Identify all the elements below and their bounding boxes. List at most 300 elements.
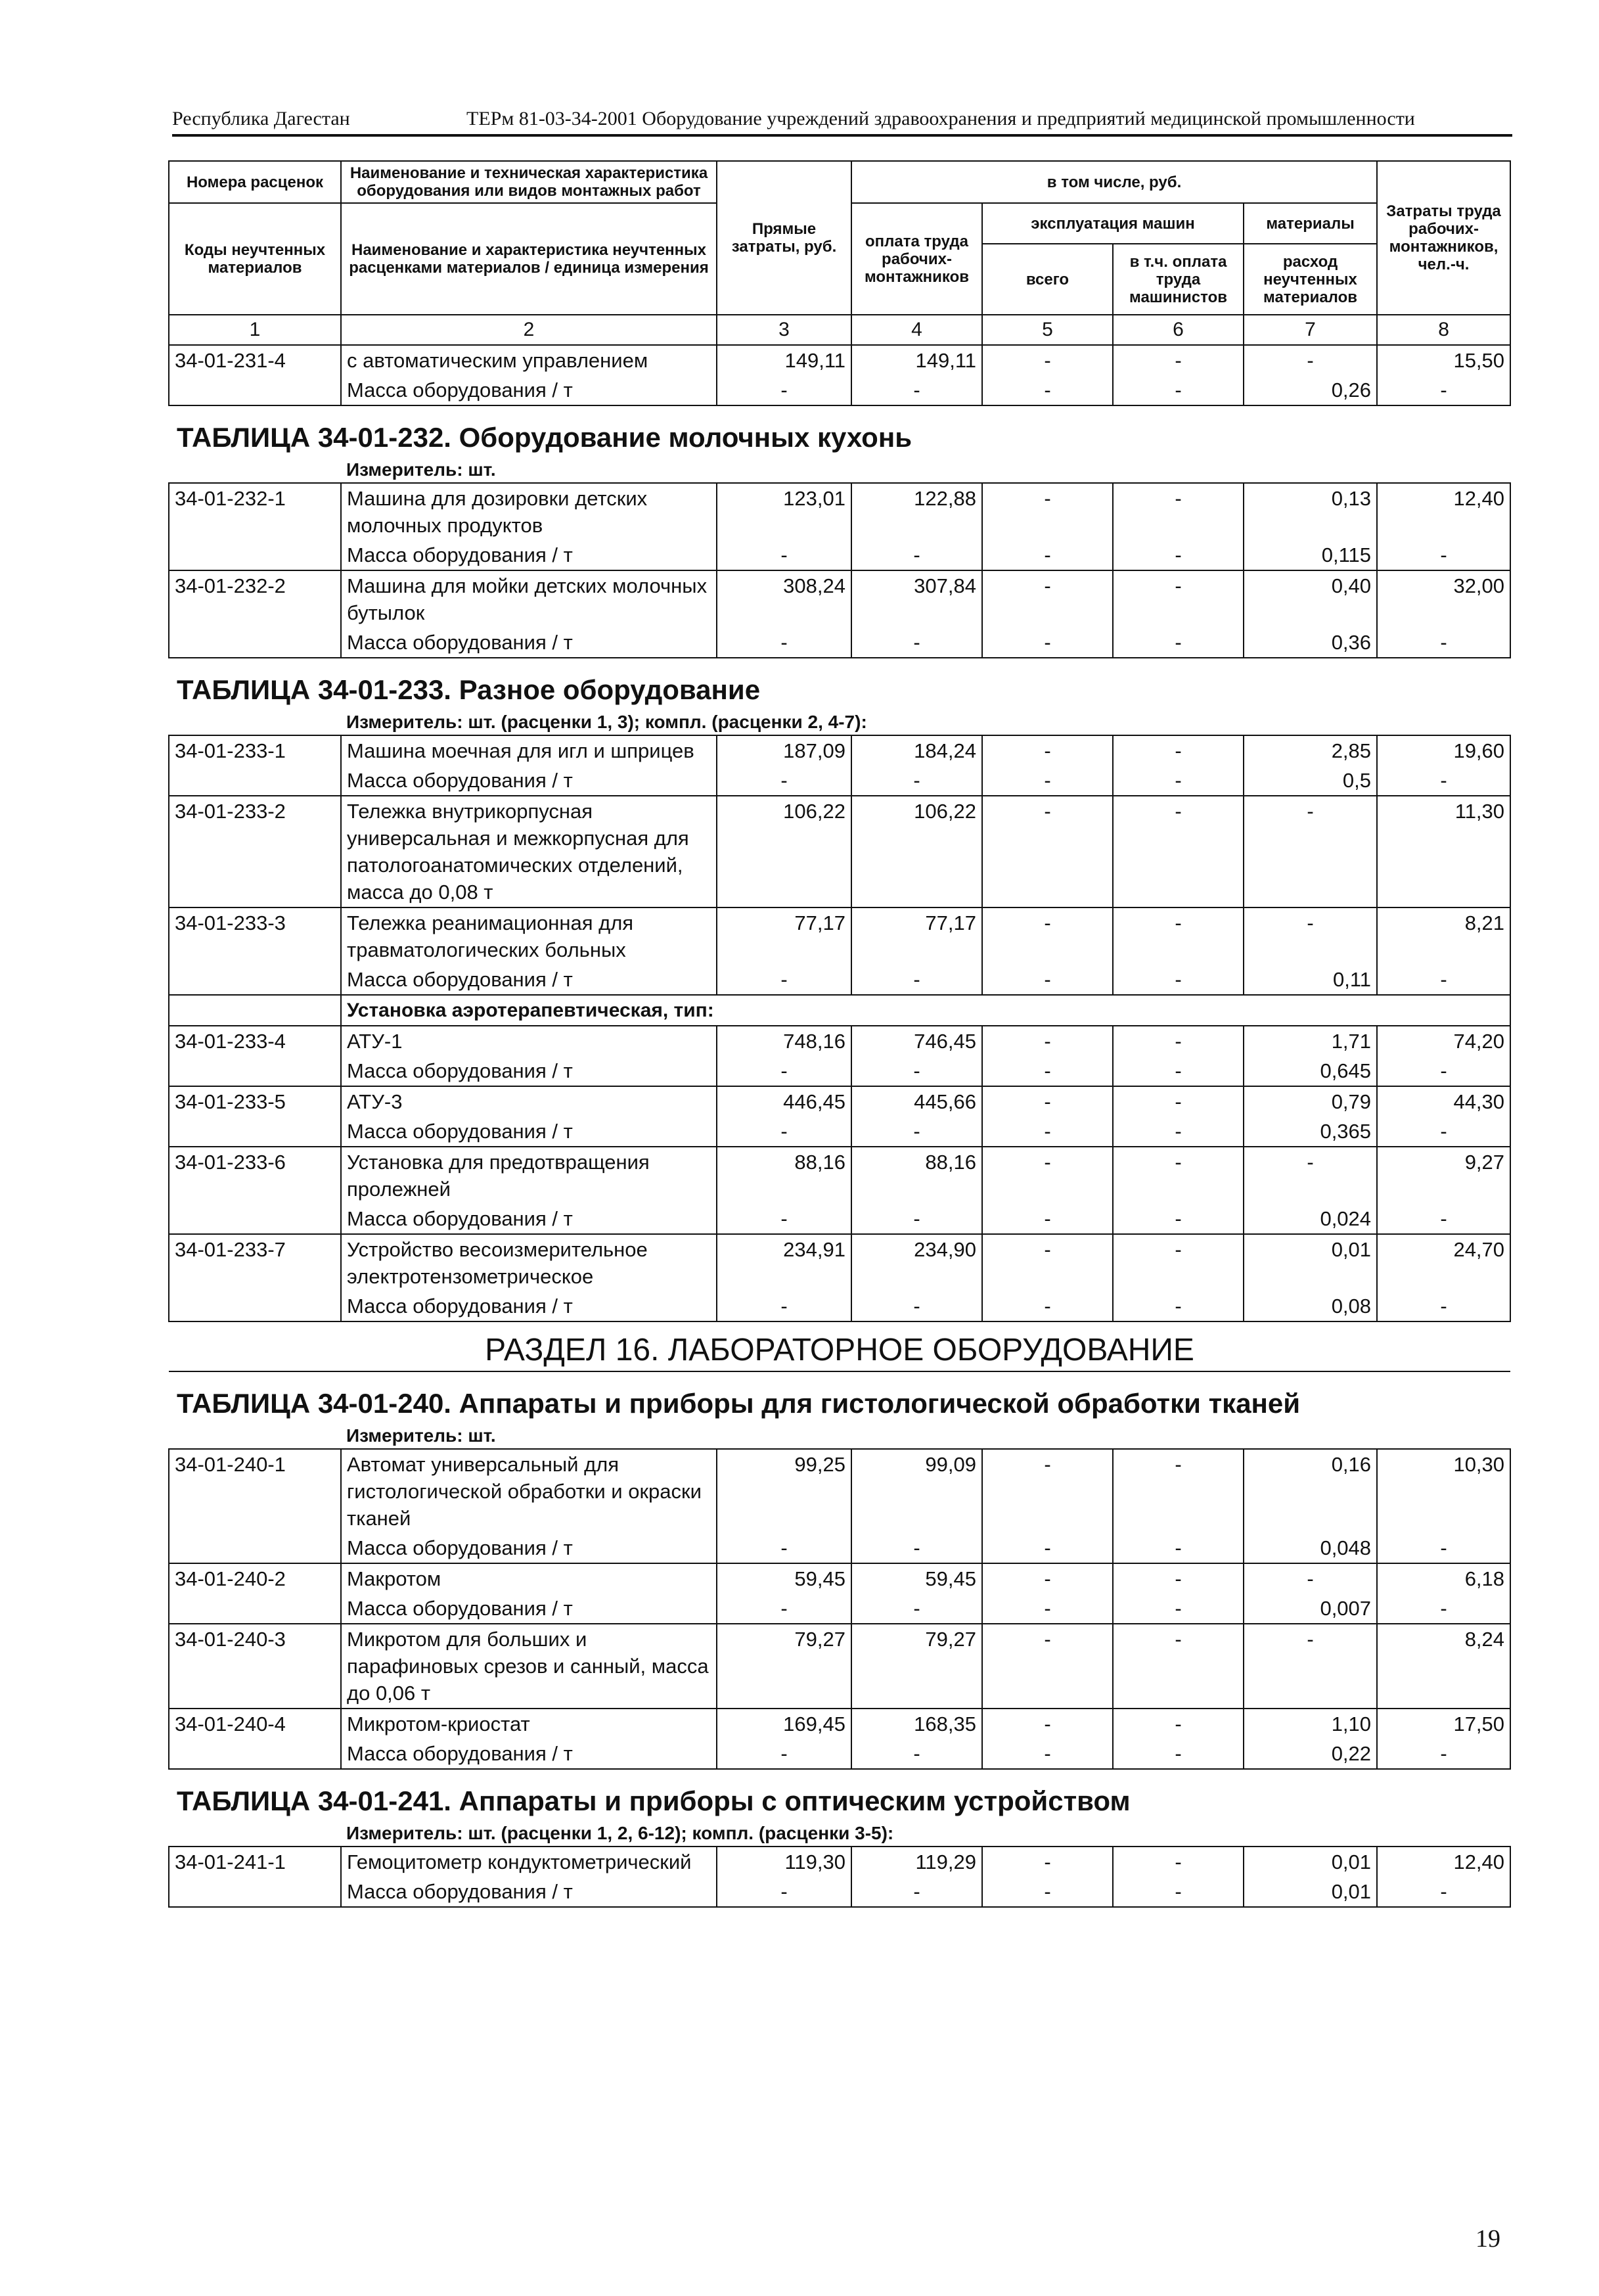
machines-total: -	[982, 1533, 1113, 1563]
machinist-wages: -	[1113, 1877, 1244, 1907]
machines-total: -	[982, 1709, 1113, 1739]
materials-value: 1,10	[1244, 1709, 1377, 1739]
machines-total: -	[982, 1739, 1113, 1769]
labor-hours: 10,30	[1377, 1449, 1510, 1533]
machinist-wages: -	[1113, 1594, 1244, 1624]
labor-hours: 6,18	[1377, 1563, 1510, 1594]
machines-total: -	[982, 1026, 1113, 1056]
machinist-wages: -	[1113, 766, 1244, 796]
labor-hours: 9,27	[1377, 1147, 1510, 1204]
materials-value: -	[1244, 1624, 1377, 1709]
materials-value: 2,85	[1244, 735, 1377, 766]
machinist-wages: -	[1113, 735, 1244, 766]
column-number: 7	[1244, 315, 1377, 345]
machinist-wages: -	[1113, 1086, 1244, 1116]
direct-costs: 308,24	[717, 570, 851, 628]
machinist-wages: -	[1113, 1449, 1244, 1533]
materials-value: 0,40	[1244, 570, 1377, 628]
materials-value: 0,365	[1244, 1116, 1377, 1147]
unit-spacer	[169, 710, 341, 735]
machinist-wages: -	[1113, 375, 1244, 405]
mass-label: Масса оборудования / т	[341, 1204, 717, 1234]
labor-hours: 15,50	[1377, 345, 1510, 375]
worker-wages: -	[851, 1594, 982, 1624]
machinist-wages: -	[1113, 1739, 1244, 1769]
labor-hours: -	[1377, 1056, 1510, 1086]
materials-value: -	[1244, 345, 1377, 375]
machinist-wages: -	[1113, 1147, 1244, 1204]
labor-hours: 44,30	[1377, 1086, 1510, 1116]
materials-value: 0,16	[1244, 1449, 1377, 1533]
materials-value: -	[1244, 1563, 1377, 1594]
materials-value: 0,007	[1244, 1594, 1377, 1624]
machinist-wages: -	[1113, 1291, 1244, 1321]
direct-costs: 169,45	[717, 1709, 851, 1739]
unit-spacer	[169, 1423, 341, 1449]
labor-hours: 8,24	[1377, 1624, 1510, 1709]
rate-row	[169, 907, 1510, 965]
column-number: 8	[1377, 315, 1510, 345]
worker-wages: 122,88	[851, 483, 982, 540]
rate-name: Тележка реанимационная для травматологических больных	[341, 907, 717, 965]
machines-total: -	[982, 1291, 1113, 1321]
table-title: ТАБЛИЦА 34-01-240. Аппараты и приборы для гистологической обработки тканей	[169, 1371, 1510, 1423]
worker-wages: 168,35	[851, 1709, 982, 1739]
rate-row	[169, 1624, 1510, 1709]
column-number-row	[169, 315, 1510, 345]
rate-code	[169, 1739, 341, 1769]
rates-table	[168, 160, 1511, 1908]
machines-total: -	[982, 766, 1113, 796]
machines-total: -	[982, 1234, 1113, 1291]
table-header	[169, 161, 1510, 345]
labor-hours: 17,50	[1377, 1709, 1510, 1739]
rate-code: 34-01-231-4	[169, 345, 341, 375]
materials-value: -	[1244, 1147, 1377, 1204]
direct-costs: 187,09	[717, 735, 851, 766]
unit-text: Измеритель: шт. (расценки 1, 3); компл. (расценки 2, 4-7):	[346, 712, 867, 732]
labor-hours: 12,40	[1377, 483, 1510, 540]
materials-value: 0,115	[1244, 540, 1377, 570]
rate-code: 34-01-240-1	[169, 1449, 341, 1533]
rate-row	[169, 1026, 1510, 1056]
machinist-wages: -	[1113, 907, 1244, 965]
worker-wages: -	[851, 1056, 982, 1086]
rate-code	[169, 1533, 341, 1563]
unit-row	[169, 457, 1510, 483]
rate-row	[169, 1449, 1510, 1533]
rate-code: 34-01-233-4	[169, 1026, 341, 1056]
machinist-wages: -	[1113, 570, 1244, 628]
direct-costs: 106,22	[717, 796, 851, 907]
machinist-wages: -	[1113, 796, 1244, 907]
table-title-row	[169, 1371, 1510, 1423]
materials-value: 0,024	[1244, 1204, 1377, 1234]
direct-costs: -	[717, 1116, 851, 1147]
rate-name: Машина для дозировки детских молочных продуктов	[341, 483, 717, 540]
rate-code: 34-01-232-1	[169, 483, 341, 540]
machines-total: -	[982, 907, 1113, 965]
equipment-mass-row	[169, 1594, 1510, 1624]
unit-text: Измеритель: шт.	[346, 1425, 496, 1446]
direct-costs: -	[717, 965, 851, 995]
direct-costs: -	[717, 1533, 851, 1563]
rate-code: 34-01-233-7	[169, 1234, 341, 1291]
labor-hours: 8,21	[1377, 907, 1510, 965]
equipment-mass-row	[169, 1056, 1510, 1086]
equipment-mass-row	[169, 540, 1510, 570]
table-title: ТАБЛИЦА 34-01-233. Разное оборудование	[169, 658, 1510, 710]
equipment-mass-row	[169, 1116, 1510, 1147]
direct-costs: 149,11	[717, 345, 851, 375]
labor-hours: -	[1377, 1739, 1510, 1769]
machinist-wages: -	[1113, 628, 1244, 658]
labor-hours: 24,70	[1377, 1234, 1510, 1291]
rate-row	[169, 796, 1510, 907]
labor-hours: -	[1377, 1204, 1510, 1234]
machines-total: -	[982, 1624, 1113, 1709]
column-number: 3	[717, 315, 851, 345]
direct-costs: 88,16	[717, 1147, 851, 1204]
rate-code: 34-01-233-5	[169, 1086, 341, 1116]
column-number: 6	[1113, 315, 1244, 345]
unit-text: Измеритель: шт. (расценки 1, 2, 6-12); компл. (расценки 3-5):	[346, 1823, 894, 1843]
machinist-wages: -	[1113, 965, 1244, 995]
rate-code: 34-01-233-2	[169, 796, 341, 907]
materials-value: 0,22	[1244, 1739, 1377, 1769]
col-material-consumption: расход неучтенных материалов	[1244, 244, 1377, 315]
machinist-wages: -	[1113, 1056, 1244, 1086]
machines-total: -	[982, 735, 1113, 766]
col-machinist-wages: в т.ч. оплата труда машинистов	[1113, 244, 1244, 315]
labor-hours: 74,20	[1377, 1026, 1510, 1056]
direct-costs: -	[717, 540, 851, 570]
worker-wages: -	[851, 1116, 982, 1147]
rate-name: Гемоцитометр кондуктометрический	[341, 1847, 717, 1877]
direct-costs: 123,01	[717, 483, 851, 540]
direct-costs: -	[717, 1056, 851, 1086]
worker-wages: -	[851, 1204, 982, 1234]
machines-total: -	[982, 796, 1113, 907]
machines-total: -	[982, 1847, 1113, 1877]
rate-code: 34-01-240-2	[169, 1563, 341, 1594]
labor-hours: -	[1377, 1533, 1510, 1563]
machinist-wages: -	[1113, 1709, 1244, 1739]
mass-label: Масса оборудования / т	[341, 965, 717, 995]
rate-name: Устройство весоизмерительное электротензометрическое	[341, 1234, 717, 1291]
materials-value: 0,01	[1244, 1847, 1377, 1877]
machines-total: -	[982, 628, 1113, 658]
machines-total: -	[982, 1449, 1113, 1533]
worker-wages: 88,16	[851, 1147, 982, 1204]
rate-code: 34-01-233-6	[169, 1147, 341, 1204]
equipment-mass-row	[169, 766, 1510, 796]
rate-row	[169, 1847, 1510, 1877]
equipment-mass-row	[169, 1533, 1510, 1563]
labor-hours: -	[1377, 540, 1510, 570]
machinist-wages: -	[1113, 1204, 1244, 1234]
equipment-mass-row	[169, 965, 1510, 995]
page-number: 19	[1475, 2225, 1500, 2253]
materials-value: -	[1244, 907, 1377, 965]
table-title: ТАБЛИЦА 34-01-241. Аппараты и приборы с оптическим устройством	[169, 1769, 1510, 1821]
unit-row	[169, 1423, 1510, 1449]
col-name-bottom: Наименование и характеристика неучтенных расценками материалов / единица измерения	[341, 203, 717, 315]
worker-wages: 59,45	[851, 1563, 982, 1594]
worker-wages: 77,17	[851, 907, 982, 965]
direct-costs: 59,45	[717, 1563, 851, 1594]
table-title-row	[169, 405, 1510, 457]
worker-wages: -	[851, 1877, 982, 1907]
rate-code	[169, 1204, 341, 1234]
rate-name: Микротом-криостат	[341, 1709, 717, 1739]
worker-wages: -	[851, 1533, 982, 1563]
machinist-wages: -	[1113, 1533, 1244, 1563]
machinist-wages: -	[1113, 1026, 1244, 1056]
rate-code: 34-01-232-2	[169, 570, 341, 628]
equipment-mass-row	[169, 1291, 1510, 1321]
direct-costs: -	[717, 1594, 851, 1624]
worker-wages: 79,27	[851, 1624, 982, 1709]
section-title: РАЗДЕЛ 16. ЛАБОРАТОРНОЕ ОБОРУДОВАНИЕ	[169, 1321, 1510, 1371]
materials-value: 0,048	[1244, 1533, 1377, 1563]
rate-code	[169, 1116, 341, 1147]
rate-code	[169, 1877, 341, 1907]
machinist-wages: -	[1113, 345, 1244, 375]
rate-row	[169, 345, 1510, 375]
table-title: ТАБЛИЦА 34-01-232. Оборудование молочных кухонь	[169, 405, 1510, 457]
col-codes-bottom: Коды неучтенных материалов	[169, 203, 341, 315]
worker-wages: 149,11	[851, 345, 982, 375]
rate-code: 34-01-241-1	[169, 1847, 341, 1877]
rate-code	[169, 1056, 341, 1086]
mass-label: Масса оборудования / т	[341, 1291, 717, 1321]
labor-hours: -	[1377, 766, 1510, 796]
worker-wages: 746,45	[851, 1026, 982, 1056]
rate-row	[169, 570, 1510, 628]
labor-hours: -	[1377, 628, 1510, 658]
machinist-wages: -	[1113, 483, 1244, 540]
equipment-mass-row	[169, 1739, 1510, 1769]
header-document-title: ТЕРм 81-03-34-2001 Оборудование учреждений здравоохранения и предприятий медицинской промышленности	[466, 108, 1415, 129]
rate-code	[169, 766, 341, 796]
col-name-top: Наименование и техническая характеристика оборудования или видов монтажных работ	[341, 161, 717, 203]
worker-wages: -	[851, 766, 982, 796]
rate-code	[169, 1594, 341, 1624]
rate-row	[169, 735, 1510, 766]
rate-code	[169, 375, 341, 405]
rate-code: 34-01-233-3	[169, 907, 341, 965]
materials-value: 0,645	[1244, 1056, 1377, 1086]
machines-total: -	[982, 1056, 1113, 1086]
col-machines: эксплуатация машин	[982, 203, 1244, 244]
direct-costs: 99,25	[717, 1449, 851, 1533]
worker-wages: -	[851, 540, 982, 570]
worker-wages: 106,22	[851, 796, 982, 907]
direct-costs: -	[717, 1204, 851, 1234]
labor-hours: -	[1377, 375, 1510, 405]
unit-spacer	[169, 1821, 341, 1847]
worker-wages: 184,24	[851, 735, 982, 766]
rate-code: 34-01-233-1	[169, 735, 341, 766]
unit-row	[169, 710, 1510, 735]
direct-costs: -	[717, 628, 851, 658]
table-body	[169, 345, 1510, 1907]
labor-hours: -	[1377, 1594, 1510, 1624]
rate-name: Макротом	[341, 1563, 717, 1594]
labor-hours: 32,00	[1377, 570, 1510, 628]
rate-name: Микротом для больших и парафиновых срезов и санный, масса до 0,06 т	[341, 1624, 717, 1709]
machines-total: -	[982, 540, 1113, 570]
mass-label: Масса оборудования / т	[341, 628, 717, 658]
column-number: 4	[851, 315, 982, 345]
rate-code	[169, 965, 341, 995]
mass-label: Масса оборудования / т	[341, 1594, 717, 1624]
machinist-wages: -	[1113, 1234, 1244, 1291]
mass-label: Масса оборудования / т	[341, 540, 717, 570]
materials-value: 0,5	[1244, 766, 1377, 796]
machines-total: -	[982, 1877, 1113, 1907]
direct-costs: -	[717, 1739, 851, 1769]
col-wages: оплата труда рабочих-монтажников	[851, 203, 982, 315]
direct-costs: -	[717, 1877, 851, 1907]
mass-label: Масса оборудования / т	[341, 1533, 717, 1563]
rate-row	[169, 1234, 1510, 1291]
worker-wages: -	[851, 1291, 982, 1321]
materials-value: -	[1244, 796, 1377, 907]
materials-value: 0,26	[1244, 375, 1377, 405]
rate-code	[169, 1291, 341, 1321]
rate-name: Установка для предотвращения пролежней	[341, 1147, 717, 1204]
page-header	[172, 105, 1512, 137]
mass-label: Масса оборудования / т	[341, 1056, 717, 1086]
column-number: 5	[982, 315, 1113, 345]
direct-costs: -	[717, 375, 851, 405]
machines-total: -	[982, 1594, 1113, 1624]
worker-wages: 119,29	[851, 1847, 982, 1877]
equipment-mass-row	[169, 1877, 1510, 1907]
labor-hours: -	[1377, 1291, 1510, 1321]
rate-row	[169, 1147, 1510, 1204]
rate-row	[169, 1709, 1510, 1739]
materials-value: 0,11	[1244, 965, 1377, 995]
group-heading-row	[169, 995, 1510, 1026]
materials-value: 0,79	[1244, 1086, 1377, 1116]
labor-hours: -	[1377, 965, 1510, 995]
rate-name: АТУ-3	[341, 1086, 717, 1116]
equipment-mass-row	[169, 375, 1510, 405]
rate-code	[169, 540, 341, 570]
machines-total: -	[982, 1116, 1113, 1147]
rate-name: Машина моечная для игл и шприцев	[341, 735, 717, 766]
unit-spacer	[169, 457, 341, 483]
mass-label: Масса оборудования / т	[341, 375, 717, 405]
rate-name: Машина для мойки детских молочных бутылок	[341, 570, 717, 628]
group-spacer	[169, 995, 341, 1026]
col-including: в том числе, руб.	[851, 161, 1377, 203]
mass-label: Масса оборудования / т	[341, 1739, 717, 1769]
worker-wages: -	[851, 1739, 982, 1769]
labor-hours: -	[1377, 1877, 1510, 1907]
mass-label: Масса оборудования / т	[341, 766, 717, 796]
direct-costs: 234,91	[717, 1234, 851, 1291]
direct-costs: 446,45	[717, 1086, 851, 1116]
rate-name: Автомат универсальный для гистологической обработки и окраски тканей	[341, 1449, 717, 1533]
rate-code	[169, 628, 341, 658]
rate-code: 34-01-240-3	[169, 1624, 341, 1709]
machines-total: -	[982, 375, 1113, 405]
machines-total: -	[982, 345, 1113, 375]
machines-total: -	[982, 1563, 1113, 1594]
col-materials: материалы	[1244, 203, 1377, 244]
col-machines-total: всего	[982, 244, 1113, 315]
materials-value: 0,01	[1244, 1234, 1377, 1291]
machines-total: -	[982, 1204, 1113, 1234]
worker-wages: -	[851, 628, 982, 658]
col-direct-costs: Прямые затраты, руб.	[717, 161, 851, 315]
direct-costs: 119,30	[717, 1847, 851, 1877]
col-codes-top: Номера расценок	[169, 161, 341, 203]
column-number: 1	[169, 315, 341, 345]
machines-total: -	[982, 570, 1113, 628]
materials-value: 1,71	[1244, 1026, 1377, 1056]
materials-value: 0,08	[1244, 1291, 1377, 1321]
mass-label: Масса оборудования / т	[341, 1877, 717, 1907]
machines-total: -	[982, 1086, 1113, 1116]
machinist-wages: -	[1113, 1847, 1244, 1877]
section-heading-row	[169, 1321, 1510, 1371]
machinist-wages: -	[1113, 1116, 1244, 1147]
machinist-wages: -	[1113, 1563, 1244, 1594]
group-heading: Установка аэротерапевтическая, тип:	[341, 995, 1510, 1026]
worker-wages: -	[851, 965, 982, 995]
equipment-mass-row	[169, 1204, 1510, 1234]
labor-hours: 11,30	[1377, 796, 1510, 907]
worker-wages: 234,90	[851, 1234, 982, 1291]
labor-hours: 12,40	[1377, 1847, 1510, 1877]
labor-hours: 19,60	[1377, 735, 1510, 766]
machinist-wages: -	[1113, 540, 1244, 570]
direct-costs: 77,17	[717, 907, 851, 965]
rate-name: с автоматическим управлением	[341, 345, 717, 375]
rate-row	[169, 483, 1510, 540]
worker-wages: 307,84	[851, 570, 982, 628]
rate-name: АТУ-1	[341, 1026, 717, 1056]
materials-value: 0,13	[1244, 483, 1377, 540]
unit-text: Измеритель: шт.	[346, 459, 496, 480]
machines-total: -	[982, 483, 1113, 540]
materials-value: 0,36	[1244, 628, 1377, 658]
rate-code: 34-01-240-4	[169, 1709, 341, 1739]
direct-costs: 748,16	[717, 1026, 851, 1056]
machines-total: -	[982, 1147, 1113, 1204]
mass-label: Масса оборудования / т	[341, 1116, 717, 1147]
rate-row	[169, 1086, 1510, 1116]
worker-wages: 99,09	[851, 1449, 982, 1533]
table-title-row	[169, 658, 1510, 710]
equipment-mass-row	[169, 628, 1510, 658]
header-region: Республика Дагестан	[172, 108, 350, 129]
machinist-wages: -	[1113, 1624, 1244, 1709]
machines-total: -	[982, 965, 1113, 995]
worker-wages: -	[851, 375, 982, 405]
worker-wages: 445,66	[851, 1086, 982, 1116]
col-labor-costs: Затраты труда рабочих-монтажников, чел.-ч.	[1377, 161, 1510, 315]
rate-row	[169, 1563, 1510, 1594]
rate-name: Тележка внутрикорпусная универсальная и межкорпусная для патологоанатомических отделений, масса до 0,08 т	[341, 796, 717, 907]
labor-hours: -	[1377, 1116, 1510, 1147]
direct-costs: 79,27	[717, 1624, 851, 1709]
